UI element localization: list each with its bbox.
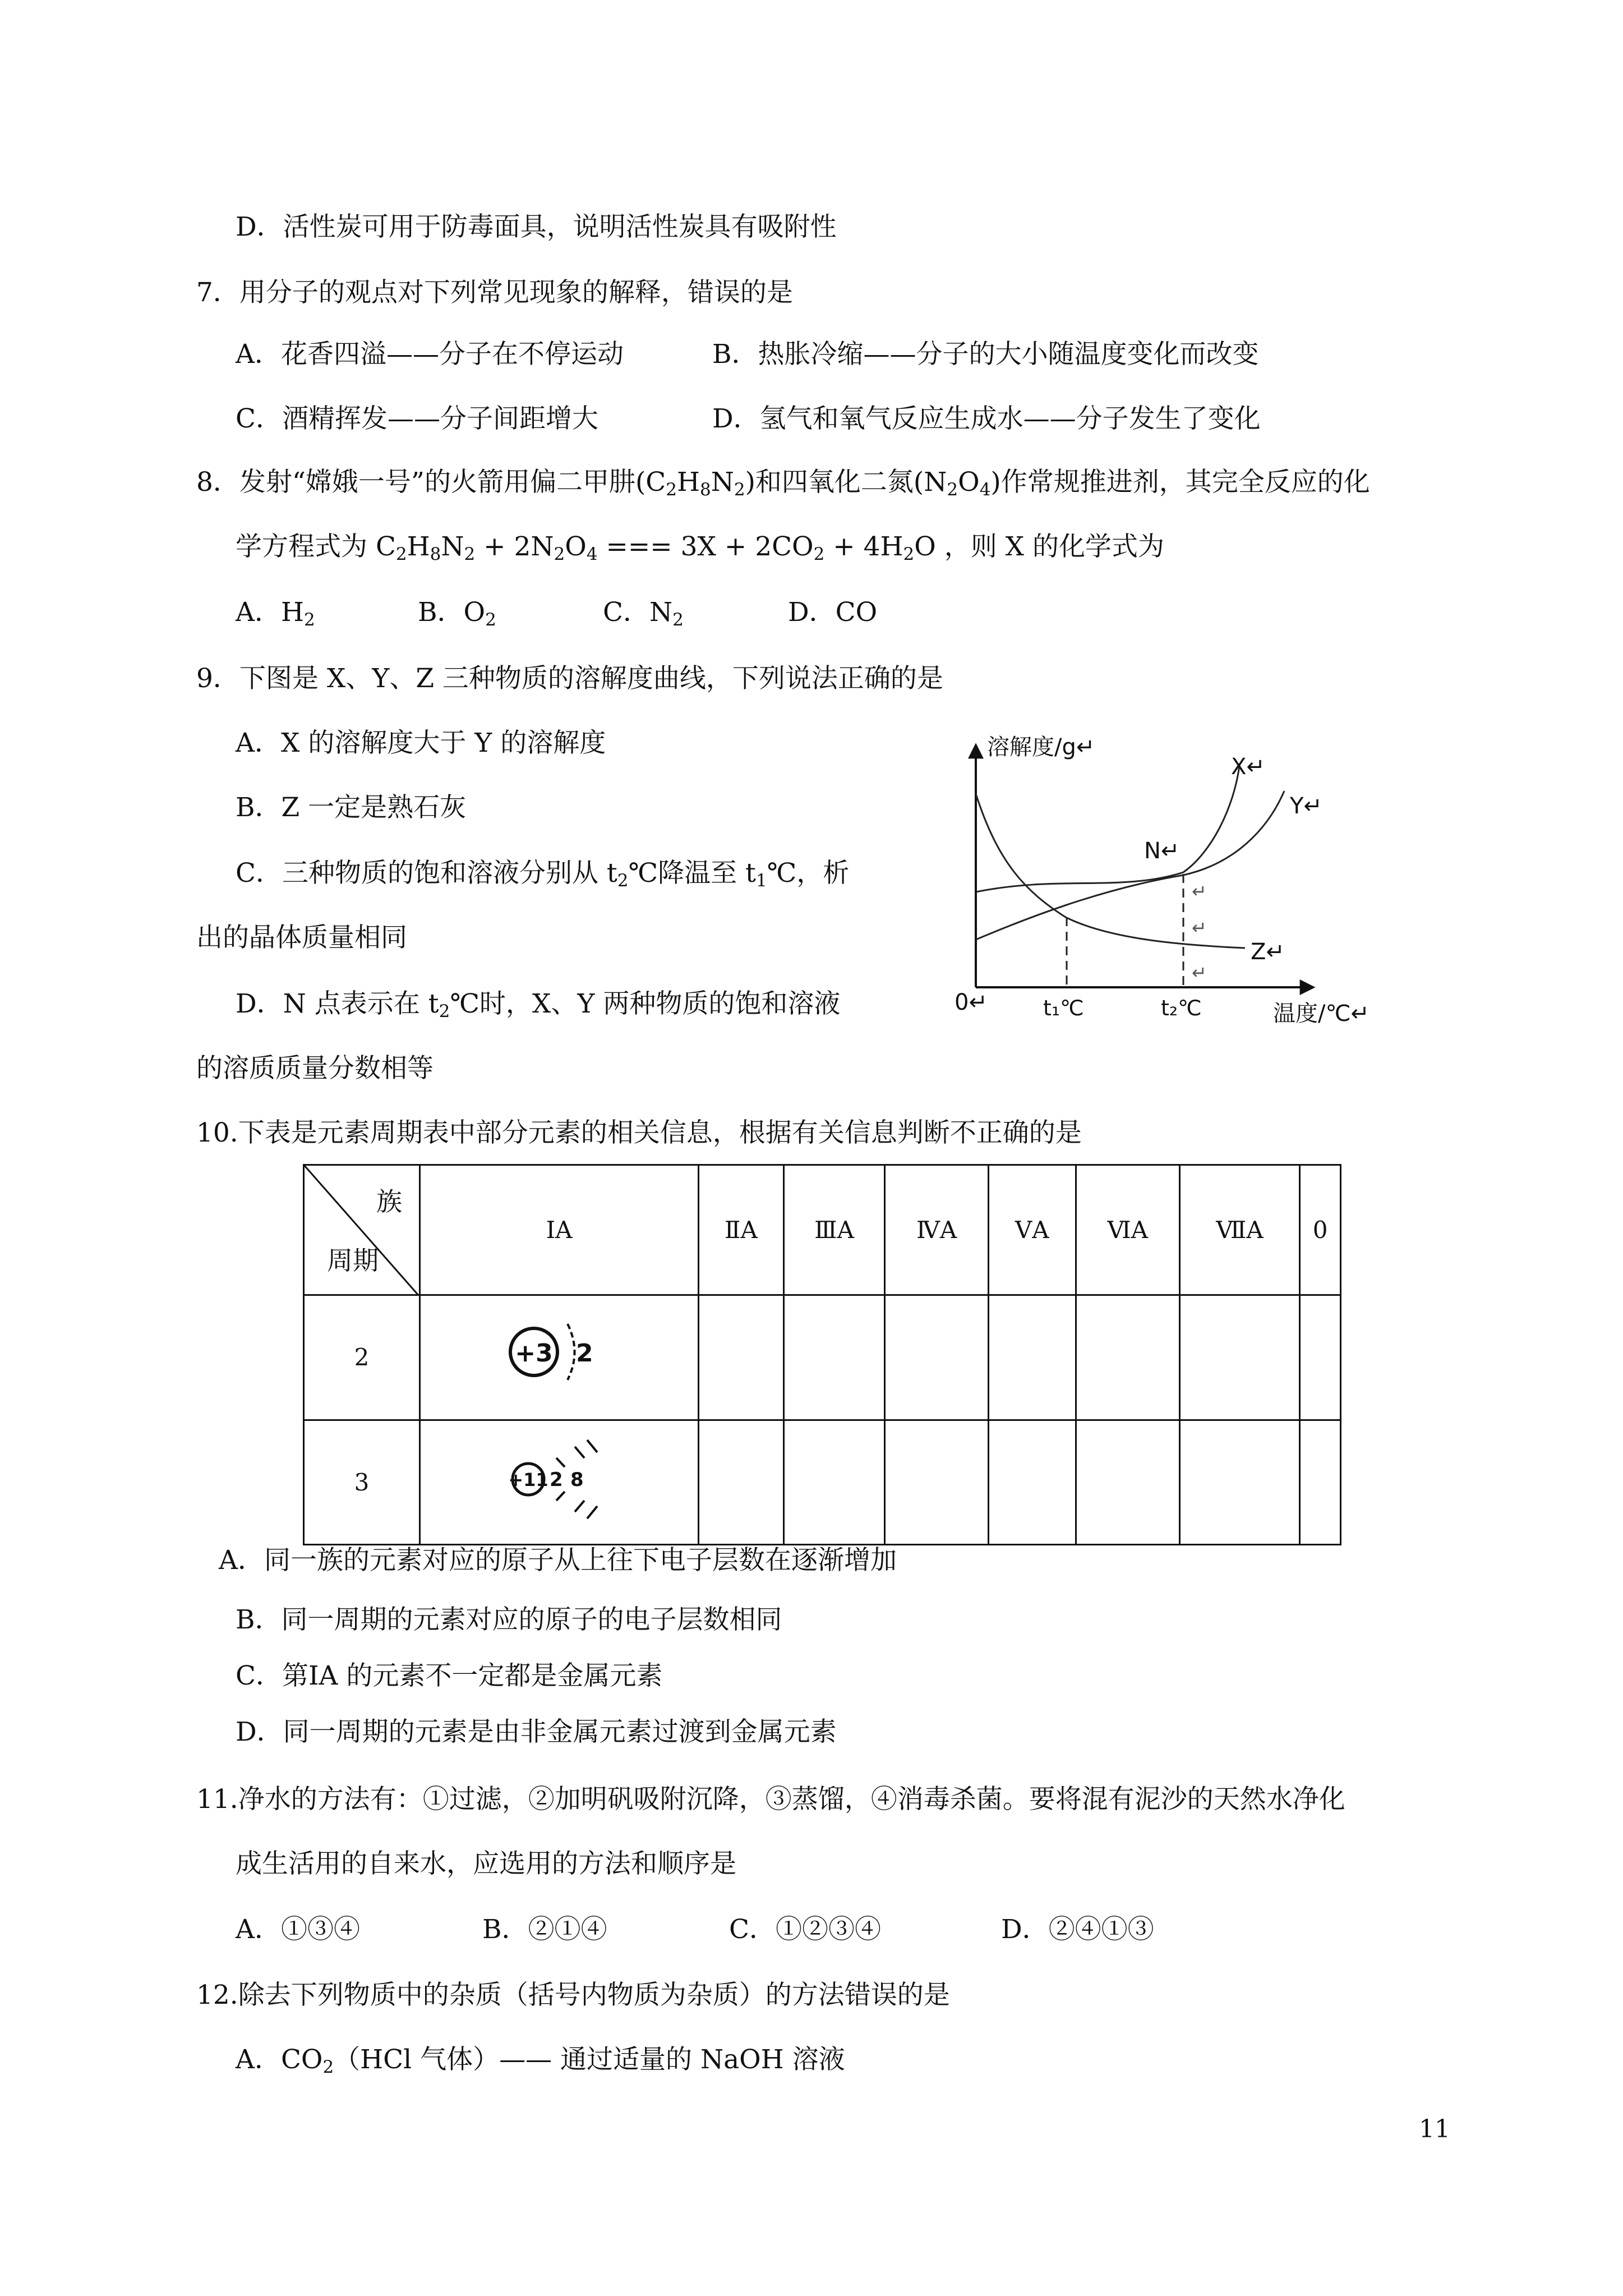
q11-stem-line1: 11.净水的方法有：①过滤，②加明矾吸附沉降，③蒸馏，④消毒杀菌。要将混有泥沙的天然水净化 — [196, 1784, 1345, 1815]
period-label: 2 — [304, 1295, 420, 1420]
q10-stem: 10.下表是元素周期表中部分元素的相关信息，根据有关信息判断不正确的是 — [196, 1117, 1082, 1148]
group-header: ⅡA — [699, 1165, 784, 1295]
group-header: ⅢA — [783, 1165, 885, 1295]
q7-option-c: C．酒精挥发——分子间距增大 — [236, 403, 598, 434]
curve-y — [976, 791, 1284, 940]
mark-1: ↵ — [1192, 881, 1207, 902]
empty-cell — [1076, 1420, 1179, 1544]
empty-cell — [988, 1295, 1076, 1420]
table-corner-cell — [304, 1165, 420, 1295]
q10-option-a: A．同一族的元素对应的原子从上往下电子层数在逐渐增加 — [219, 1545, 897, 1576]
curve-x-label: X↵ — [1231, 754, 1265, 780]
tick-t1-label: t₁℃ — [1043, 996, 1084, 1020]
corner-label-group: 族 — [376, 1186, 402, 1217]
sodium-atom-diagram — [503, 1423, 615, 1535]
point-n-label: N↵ — [1144, 838, 1180, 864]
empty-cell — [783, 1420, 885, 1544]
group-header: ⅦA — [1179, 1165, 1299, 1295]
mark-3: ↵ — [1192, 962, 1207, 983]
q10-option-b: B．同一周期的元素对应的原子的电子层数相同 — [236, 1604, 782, 1635]
q11-stem-line2: 成生活用的自来水，应选用的方法和顺序是 — [236, 1848, 736, 1879]
q9-option-c-line2: 出的晶体质量相同 — [196, 922, 407, 953]
q7-option-a: A．花香四溢——分子在不停运动 — [236, 339, 624, 370]
group-header: ⅥA — [1076, 1165, 1179, 1295]
q8-option-c: C．$N_2$ — [603, 597, 684, 630]
q7-option-b: B．热胀冷缩——分子的大小随温度变化而改变 — [712, 339, 1259, 370]
x-axis-label: 温度/℃↵ — [1273, 1001, 1370, 1027]
lithium-atom-cell — [420, 1295, 699, 1420]
group-header: ⅤA — [988, 1165, 1076, 1295]
empty-cell — [699, 1420, 784, 1544]
y-axis-label: 溶解度/g↵ — [987, 734, 1095, 760]
q7-option-d: D．氢气和氧气反应生成水——分子发生了变化 — [712, 403, 1261, 434]
q9-option-c-line1: C．三种物质的饱和溶液分别从 $t_2℃$降温至 $t_1℃$，析 — [236, 858, 850, 891]
curve-y-label: Y↵ — [1290, 793, 1322, 819]
origin-label: 0↵ — [955, 990, 988, 1015]
empty-cell — [1300, 1420, 1341, 1544]
q11-option-c: C．①②③④ — [729, 1914, 881, 1945]
q9-option-a: A．X 的溶解度大于 Y 的溶解度 — [236, 728, 606, 758]
q9-stem: 9．下图是 X、Y、Z 三种物质的溶解度曲线，下列说法正确的是 — [196, 663, 943, 694]
q8-stem-line2: 学方程式为 $C_2H_8N_2 + 2N_2O_4$ === $3X + 2CO_2 + 4H_2O$ ，则 X 的化学式为 — [236, 531, 1165, 564]
q12-option-a: A．$CO_2(HCl$ 气体）—— 通过适量的 NaOH 溶液 — [236, 2044, 845, 2077]
q10-option-d: D．同一周期的元素是由非金属元素过渡到金属元素 — [236, 1717, 837, 1747]
corner-label-period: 周期 — [327, 1245, 379, 1276]
sodium-atom-cell — [420, 1420, 699, 1544]
empty-cell — [988, 1420, 1076, 1544]
mark-2: ↵ — [1192, 917, 1207, 938]
empty-cell — [783, 1295, 885, 1420]
q8-stem-line1: 8．发射“嫦娥一号”的火箭用偏二甲肼$(C_2H_8N_2)$和四氧化二氮$(N_2O_4)$作常规推进剂，其完全反应的化 — [196, 467, 1370, 500]
empty-cell — [1179, 1420, 1299, 1544]
q9-option-d-line2: 的溶质质量分数相等 — [196, 1053, 434, 1084]
q10-option-c: C．第ⅠA 的元素不一定都是金属元素 — [236, 1660, 663, 1691]
lithium-shell-1: 2 — [576, 1338, 593, 1368]
q11-option-a: A．①③④ — [236, 1914, 360, 1945]
sodium-shell-1: 2 — [550, 1469, 563, 1492]
group-header: 0 — [1300, 1165, 1341, 1295]
empty-cell — [1300, 1295, 1341, 1420]
empty-cell — [1076, 1295, 1179, 1420]
solubility-curve-graph — [920, 724, 1380, 1038]
group-header: ⅠA — [420, 1165, 699, 1295]
curve-z-label: Z↵ — [1251, 939, 1285, 965]
tick-t2-label: t₂℃ — [1161, 996, 1202, 1020]
q11-option-d: D．②④①③ — [1001, 1914, 1154, 1945]
periodic-table-excerpt — [303, 1164, 1341, 1545]
empty-cell — [885, 1295, 988, 1420]
lithium-atom-diagram — [503, 1299, 615, 1411]
empty-cell — [1179, 1295, 1299, 1420]
lithium-nucleus: +3 — [515, 1338, 553, 1368]
q12-stem: 12.除去下列物质中的杂质（括号内物质为杂质）的方法错误的是 — [196, 1980, 950, 2010]
q8-option-a: A．$H_2$ — [236, 597, 315, 630]
sodium-shell-2: 8 — [570, 1469, 584, 1492]
q9-option-b: B．Z 一定是熟石灰 — [236, 792, 467, 823]
empty-cell — [885, 1420, 988, 1544]
sodium-nucleus: +11 — [508, 1469, 548, 1491]
period-label: 3 — [304, 1420, 420, 1544]
empty-cell — [699, 1295, 784, 1420]
group-header: ⅣA — [885, 1165, 988, 1295]
q11-option-b: B．②①④ — [482, 1914, 607, 1945]
q8-option-b: B．$O_2$ — [418, 597, 496, 630]
q8-option-d: D．CO — [788, 597, 878, 628]
q6-option-d: D．活性炭可用于防毒面具，说明活性炭具有吸附性 — [236, 211, 837, 242]
page-number: 11 — [1419, 2115, 1450, 2143]
q7-stem: 7．用分子的观点对下列常见现象的解释，错误的是 — [196, 277, 793, 308]
q9-option-d-line1: D．N 点表示在 $t_2℃$时，X、Y 两种物质的饱和溶液 — [236, 988, 841, 1022]
